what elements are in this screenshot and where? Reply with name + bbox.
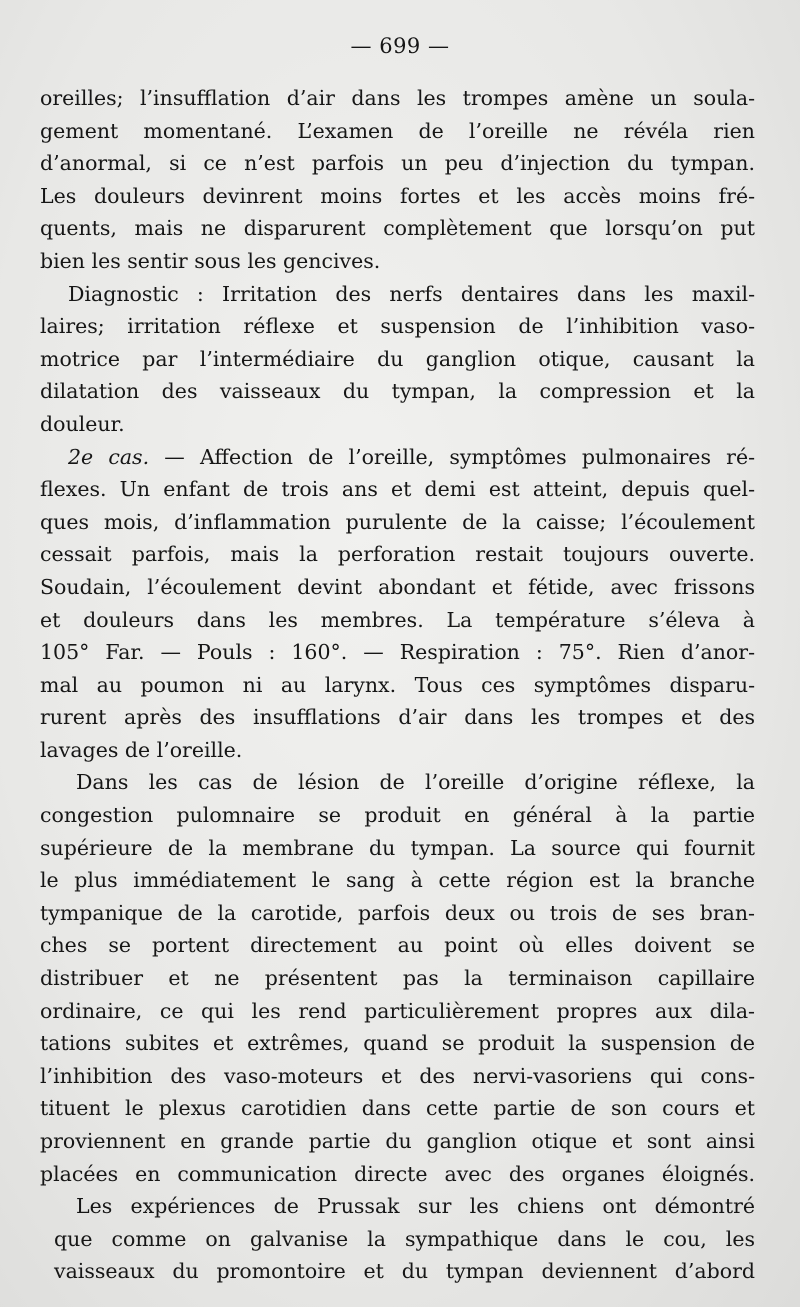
text-line: cessait parfois, mais la perforation restait toujours ouverte. <box>40 542 755 567</box>
text-line: dilatation des vaisseaux du tympan, la compression et la <box>40 379 755 404</box>
page-number: — 699 — <box>350 34 450 58</box>
text-line: Diagnostic : Irritation des nerfs dentaires dans les maxil- <box>68 281 755 306</box>
text-line: ques mois, d’inflammation purulente de la caisse; l’écoulement <box>40 509 755 534</box>
case-heading-line <box>40 441 755 474</box>
text-line: mal au poumon ni au larynx. Tous ces symptômes disparu- <box>40 672 755 697</box>
text-line: placées en communication directe avec des organes éloignés. <box>40 1161 755 1186</box>
text-line: distribuer et ne présentent pas la terminaison capillaire <box>40 966 755 991</box>
text-line: gement momentané. L’examen de l’oreille ne révéla rien <box>40 118 755 143</box>
text-line: douleur. <box>40 411 125 436</box>
text-line: — Affection de l’oreille, symptômes pulmonaires ré- <box>164 444 755 469</box>
text-line: tituent le plexus carotidien dans cette partie de son cours et <box>40 1096 755 1121</box>
text-line: supérieure de la membrane du tympan. La source qui fournit <box>40 835 755 860</box>
text-line: laires; irritation réflexe et suspension de l’inhibition vaso- <box>40 314 755 339</box>
text-line: ches se portent directement au point où elles doivent se <box>40 933 755 958</box>
case-heading: 2e cas. <box>68 444 150 469</box>
text-line: que comme on galvanise la sympathique dans le cou, les <box>54 1226 755 1251</box>
text-line: l’inhibition des vaso-moteurs et des nervi-vasoriens qui cons- <box>40 1063 755 1088</box>
text-line: Soudain, l’écoulement devint abondant et fétide, avec frissons <box>40 574 755 599</box>
text-line: ordinaire, ce qui les rend particulièrement propres aux dila- <box>40 998 755 1023</box>
text-line: quents, mais ne disparurent complètement que lorsqu’on put <box>40 216 755 241</box>
text-line: d’anormal, si ce n’est parfois un peu d’injection du tympan. <box>40 151 755 176</box>
text-line: Les douleurs devinrent moins fortes et les accès moins fré- <box>40 183 755 208</box>
text-line: tations subites et extrêmes, quand se produit la suspension de <box>40 1031 755 1056</box>
text-line: motrice par l’intermédiaire du ganglion otique, causant la <box>40 346 755 371</box>
text-line: rurent après des insufflations d’air dans les trompes et des <box>40 705 755 730</box>
text-line: le plus immédiatement le sang à cette région est la branche <box>40 868 755 893</box>
text-line: vaisseaux du promontoire et du tympan deviennent d’abord <box>54 1259 755 1284</box>
text-line: lavages de l’oreille. <box>40 737 243 762</box>
text-line: proviennent en grande partie du ganglion otique et sont ainsi <box>40 1129 755 1153</box>
text-line: 105° Far. — Pouls : 160°. — Respiration : 75°. Rien d’anor- <box>40 640 755 665</box>
text-line: et douleurs dans les membres. La température s’éleva à <box>40 607 755 632</box>
body-text <box>40 82 755 1288</box>
text-line: oreilles; l’insufflation d’air dans les trompes amène un soula- <box>40 86 755 110</box>
text-line: flexes. Un enfant de trois ans et demi est atteint, depuis quel- <box>40 477 755 502</box>
text-line: tympanique de la carotide, parfois deux ou trois de ses bran- <box>40 900 755 925</box>
text-line: Les expériences de Prussak sur les chiens ont démontré <box>76 1194 755 1219</box>
text-line: Dans les cas de lésion de l’oreille d’origine réflexe, la <box>76 770 755 795</box>
text-line: bien les sentir sous les gencives. <box>40 248 381 273</box>
text-line: congestion pulomnaire se produit en général à la partie <box>40 803 755 828</box>
